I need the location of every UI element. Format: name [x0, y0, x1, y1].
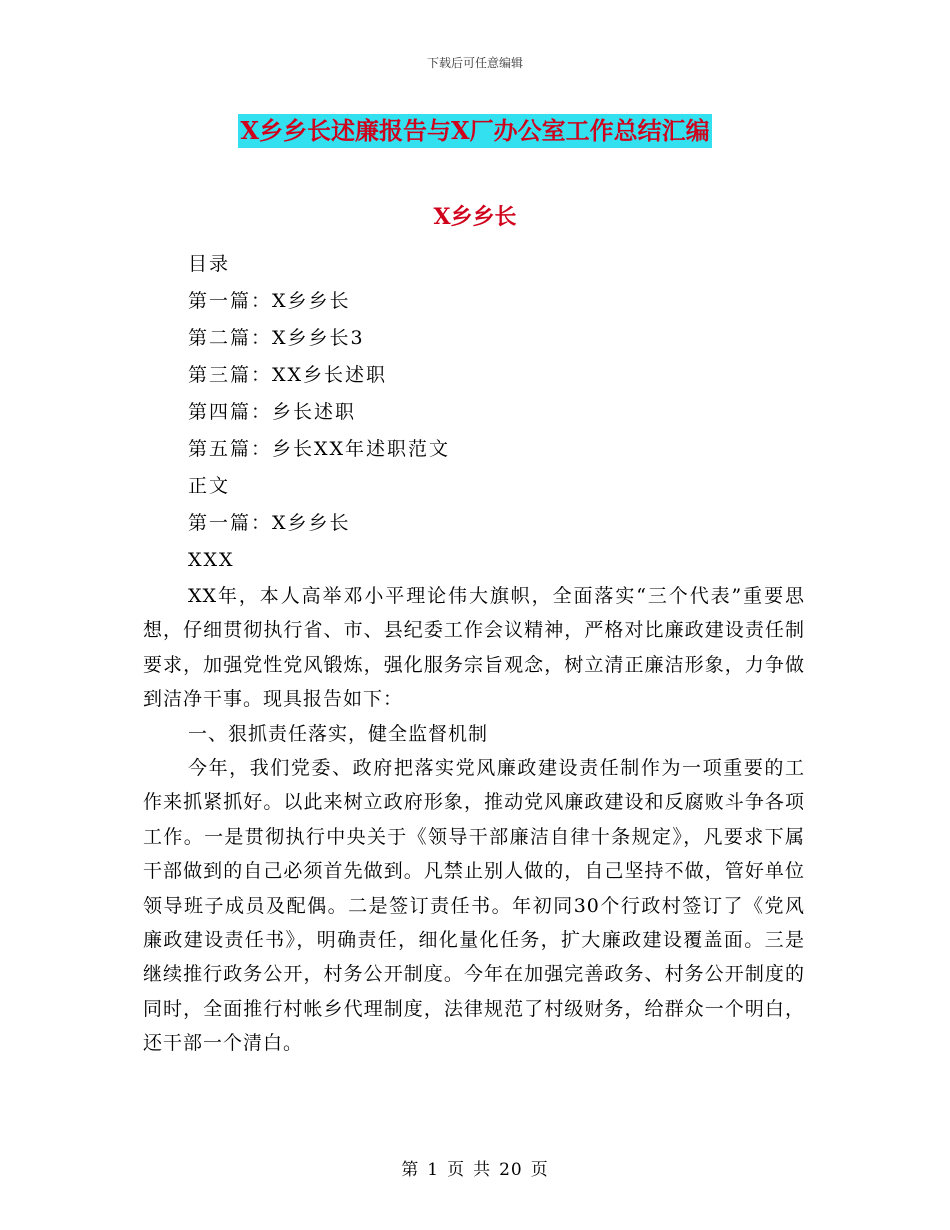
- body-heading: 正文: [188, 475, 231, 497]
- footer-suffix: 页: [530, 1160, 549, 1180]
- footer-joiner: 共: [473, 1160, 492, 1180]
- page-footer: [0, 1155, 950, 1180]
- toc-item: 第二篇：X乡乡长3: [188, 327, 365, 349]
- footer-mid: 页: [447, 1160, 466, 1180]
- footer-prefix: 第: [401, 1160, 420, 1180]
- paragraph: XX年，本人高举邓小平理论伟大旗帜，全面落实“三个代表”重要思想，仔细贯彻执行省、市、县纪委工作会议精神，严格对比廉政建设责任制要求，加强党性党风锻炼，强化服务宗旨观念，树立清正廉洁形象，力争做到洁净干事。现具报告如下：: [143, 585, 805, 711]
- toc-item: 第三篇：XX乡长述职: [188, 364, 388, 386]
- table-of-contents: [188, 246, 788, 579]
- section-title: X乡乡长: [433, 204, 517, 230]
- toc-heading: 目录: [188, 253, 231, 275]
- main-title-container: [0, 114, 950, 148]
- toc-item: 第一篇：X乡乡长: [188, 290, 351, 312]
- body-text: [143, 579, 805, 1061]
- paragraph-heading: 一、狠抓责任落实，健全监督机制: [188, 722, 489, 745]
- document-title: X乡乡长述廉报告与X厂办公室工作总结汇编: [238, 114, 711, 148]
- page-number: 1: [427, 1160, 440, 1180]
- header-note: 下载后可任意编辑: [426, 56, 523, 70]
- page-total: 20: [499, 1160, 523, 1180]
- author-line: XXX: [188, 549, 235, 571]
- first-section-title: 第一篇：X乡乡长: [188, 512, 351, 534]
- paragraph: 今年，我们党委、政府把落实党风廉政建设责任制作为一项重要的工作来抓紧抓好。以此来树立政府形象，推动党风廉政建设和反腐败斗争各项工作。一是贯彻执行中央关于《领导干部廉洁自律十条规定》，凡要求下属干部做到的自己必须首先做到。凡禁止别人做的，自己坚持不做，管好单位领导班子成员及配偶。二是签订责任书。年初同30个行政村签订了《党风廉政建设责任书》，明确责任，细化量化任务，扩大廉政建设覆盖面。三是继续推行政务公开，村务公开制度。今年在加强完善政务、村务公开制度的同时，全面推行村帐乡代理制度，法律规范了村级财务，给群众一个明白，还干部一个清白。: [143, 757, 805, 1055]
- toc-item: 第五篇：乡长XX年述职范文: [188, 438, 451, 460]
- toc-item: 第四篇：乡长述职: [188, 401, 357, 423]
